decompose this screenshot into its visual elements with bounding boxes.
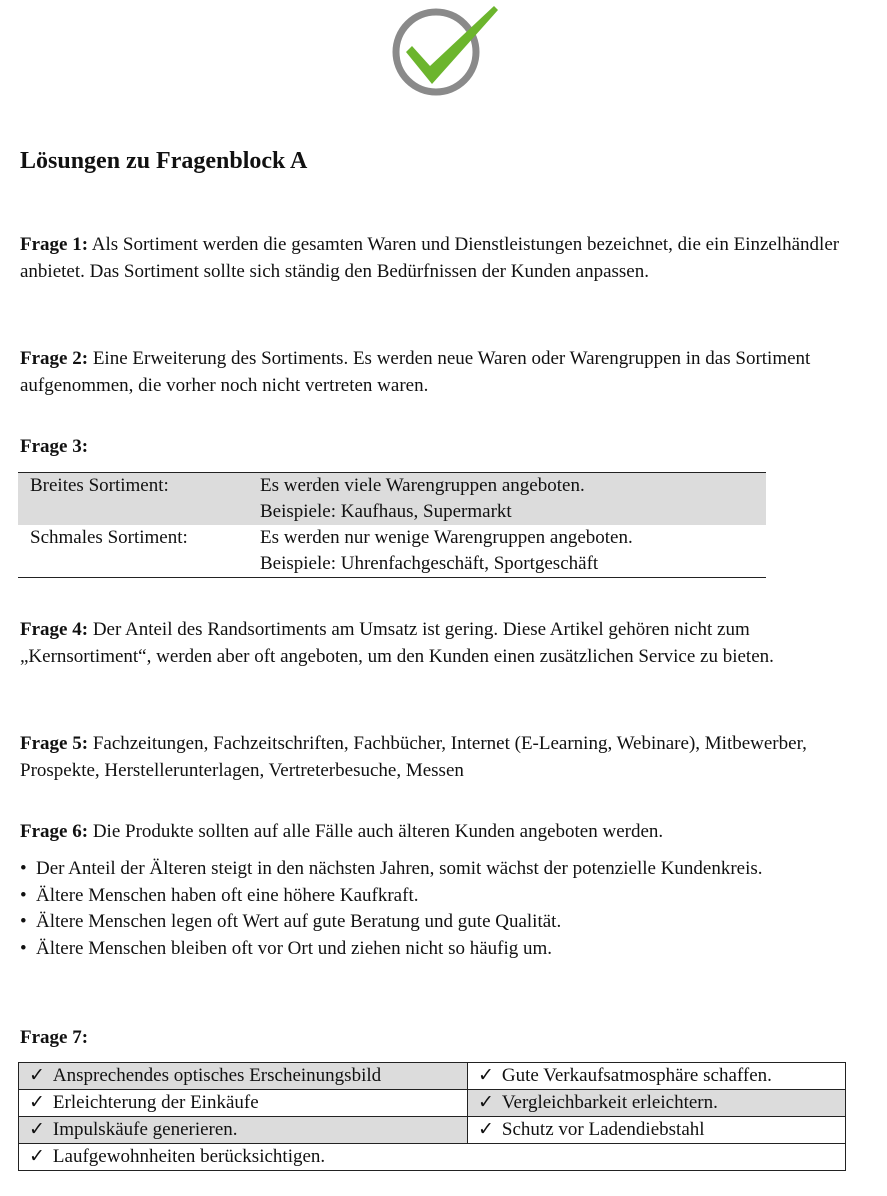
check-icon: ✓: [478, 1065, 494, 1086]
question-3-label: Frage 3:: [20, 436, 89, 457]
question-4-label: Frage 4:: [20, 619, 89, 640]
check-icon: ✓: [478, 1119, 494, 1140]
check-icon: ✓: [29, 1092, 45, 1113]
question-1: [20, 231, 850, 285]
table-cell: ✓ Gute Verkaufsatmosphäre schaffen.: [468, 1063, 846, 1090]
bullet-icon: •: [20, 911, 27, 932]
table-row: [18, 525, 766, 577]
question-5-label: Frage 5:: [20, 733, 89, 754]
bullet-icon: •: [20, 884, 27, 906]
question-6-label: Frage 6:: [20, 821, 89, 842]
table-row: [19, 1117, 846, 1144]
list-item: • Ältere Menschen legen oft Wert auf gute Beratung und gute Qualität.: [20, 909, 850, 936]
question-2: [20, 345, 850, 399]
bullet-icon: •: [20, 858, 27, 879]
table-row: [18, 473, 766, 525]
table-cell: ✓ Impulskäufe generieren.: [19, 1117, 468, 1144]
table-cell: ✓ Schutz vor Ladendiebstahl: [468, 1117, 846, 1144]
check-icon: ✓: [29, 1065, 45, 1086]
question-3: [20, 433, 850, 460]
table-cell: ✓ Laufgewohnheiten berücksichtigen.: [19, 1144, 846, 1171]
question-2-label: Frage 2:: [20, 348, 89, 369]
bullet-icon: •: [20, 937, 27, 959]
question-4: [20, 616, 850, 670]
sortiment-table: [18, 472, 766, 578]
check-icon: ✓: [478, 1092, 494, 1113]
table-row: [19, 1144, 846, 1171]
question-1-text: Als Sortiment werden die gesamten Waren und Dienstleistungen bezeichnet, die ein Einzelhändler anbietet. Das Sortiment sollte sich ständig den Bedürfnissen der Kunden anpassen.: [20, 234, 840, 282]
check-icon: ✓: [29, 1119, 45, 1140]
definition-line: Es werden nur wenige Warengruppen angeboten.: [260, 527, 633, 548]
question-7-label: Frage 7:: [20, 1027, 89, 1048]
list-item: • Der Anteil der Älteren steigt in den nächsten Jahren, somit wächst der potenzielle Kundenkreis.: [20, 856, 850, 883]
table-row: [19, 1090, 846, 1117]
check-icon: ✓: [29, 1146, 45, 1167]
question-2-text: Eine Erweiterung des Sortiments. Es werden neue Waren oder Warengruppen in das Sortiment aufgenommen, die vorher noch nicht vertreten waren.: [20, 348, 811, 396]
question-5-text: Fachzeitungen, Fachzeitschriften, Fachbücher, Internet (E-Learning, Webinare), Mitbewerber, Prospekte, Herstellerunterlagen, Vertreterbesuche, Messen: [20, 733, 807, 781]
list-item: • Ältere Menschen haben oft eine höhere Kaufkraft.: [20, 883, 850, 910]
definition-cell: [260, 473, 766, 525]
checkmark-logo-icon: [390, 2, 502, 98]
question-7: [20, 1024, 850, 1051]
page-title: Lösungen zu Fragenblock A: [20, 148, 308, 174]
measures-table: [18, 1062, 846, 1171]
question-5: [20, 730, 850, 784]
question-1-label: Frage 1:: [20, 234, 89, 255]
table-cell: ✓ Erleichterung der Einkäufe: [19, 1090, 468, 1117]
table-row: [19, 1063, 846, 1090]
definition-cell: [260, 525, 766, 577]
examples-line: Beispiele: Uhrenfachgeschäft, Sportgeschäft: [260, 553, 599, 574]
table-cell: ✓ Vergleichbarkeit erleichtern.: [468, 1090, 846, 1117]
term-cell: Breites Sortiment:: [30, 475, 169, 496]
question-6-text: Die Produkte sollten auf alle Fälle auch älteren Kunden angeboten werden.: [92, 821, 664, 842]
list-item: • Ältere Menschen bleiben oft vor Ort und ziehen nicht so häufig um.: [20, 936, 850, 963]
question-6-bullet-list: [20, 856, 850, 962]
term-cell: Schmales Sortiment:: [30, 527, 188, 548]
definition-line: Es werden viele Warengruppen angeboten.: [260, 475, 585, 496]
question-4-text: Der Anteil des Randsortiments am Umsatz ist gering. Diese Artikel gehören nicht zum „Kernsortiment“, werden aber oft angeboten, um den Kunden einen zusätzlichen Service zu bieten.: [20, 619, 774, 667]
table-cell: ✓ Ansprechendes optisches Erscheinungsbild: [19, 1063, 468, 1090]
examples-line: Beispiele: Kaufhaus, Supermarkt: [260, 501, 512, 522]
question-6: [20, 818, 850, 845]
